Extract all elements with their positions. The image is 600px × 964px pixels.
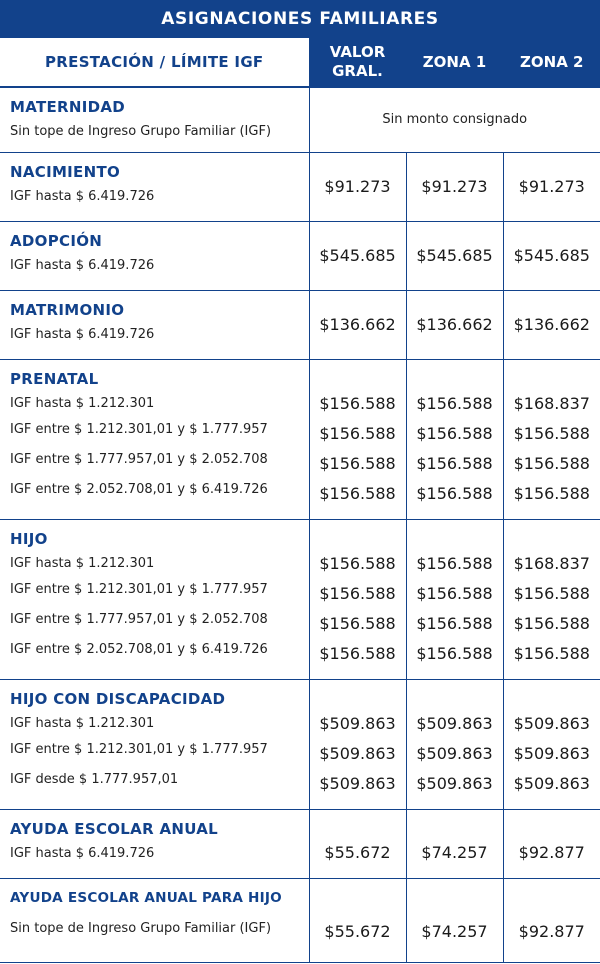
row-condition: IGF hasta $ 6.419.726 [10, 257, 155, 273]
cell-valor-general: $91.273 [309, 152, 406, 221]
amount: $509.863 [513, 773, 590, 793]
table-row-adopcion [0, 221, 600, 290]
section-title: HIJO CON DISCAPACIDAD [10, 689, 226, 708]
amount: $156.588 [416, 613, 493, 633]
cell-zona-2: $91.273 [503, 152, 600, 221]
column-header-zona-1: ZONA 1 [406, 38, 503, 87]
row-condition: IGF entre $ 2.052.708,01 y $ 6.419.726 [10, 481, 268, 497]
cell-valor-general: $55.672 [309, 809, 406, 878]
amount: $509.863 [416, 713, 493, 733]
row-condition: IGF hasta $ 1.212.301 [10, 715, 155, 731]
cell-zona-1: $74.257 [406, 809, 503, 878]
amount: $156.588 [416, 423, 493, 443]
cell-zona-1: $136.662 [406, 290, 503, 359]
section-title: HIJO [10, 529, 48, 548]
amount: $156.588 [416, 553, 493, 573]
row-condition: Sin tope de Ingreso Grupo Familiar (IGF) [10, 124, 272, 139]
amount: $509.863 [513, 713, 590, 733]
amount: $168.837 [513, 393, 590, 413]
amount: $156.588 [513, 643, 590, 663]
row-description [0, 290, 309, 359]
amount: $156.588 [319, 643, 396, 663]
table-row-matrimonio [0, 290, 600, 359]
row-description [0, 809, 309, 878]
section-title: MATERNIDAD [10, 98, 126, 116]
row-condition: IGF hasta $ 1.212.301 [10, 395, 155, 411]
row-condition: IGF entre $ 1.212.301,01 y $ 1.777.957 [10, 741, 268, 757]
row-description [0, 152, 309, 221]
row-description [0, 679, 309, 809]
cell-zona-1 [406, 679, 503, 809]
table-row-hijo-discapacidad [0, 679, 600, 809]
row-description [0, 221, 309, 290]
cell-zona-2 [503, 519, 600, 679]
row-description [0, 878, 309, 962]
amount: $156.588 [513, 583, 590, 603]
amount: $156.588 [513, 453, 590, 473]
cell-zona-2: $92.877 [503, 809, 600, 878]
table-row-ayuda-escolar [0, 809, 600, 878]
cell-zona-2 [503, 359, 600, 519]
section-title: PRENATAL [10, 369, 99, 388]
row-condition: IGF entre $ 1.777.957,01 y $ 2.052.708 [10, 611, 268, 627]
section-title: NACIMIENTO [10, 162, 121, 181]
cell-valor-general: $545.685 [309, 221, 406, 290]
amount: $509.863 [319, 743, 396, 763]
amount: $156.588 [319, 583, 396, 603]
amount: $156.588 [319, 453, 396, 473]
row-condition: IGF hasta $ 6.419.726 [10, 188, 155, 204]
section-title: MATRIMONIO [10, 300, 125, 319]
cell-valor-general: $55.672 [309, 878, 406, 962]
amount: $156.588 [319, 613, 396, 633]
table-row-maternidad [0, 87, 600, 152]
asignaciones-table [0, 38, 600, 963]
column-header-prestacion: PRESTACIÓN / LÍMITE IGF [0, 38, 309, 87]
row-condition: IGF entre $ 1.212.301,01 y $ 1.777.957 [10, 581, 268, 597]
table-row-ayuda-escolar-hijo [0, 878, 600, 962]
cell-valor-general [309, 519, 406, 679]
amount: $156.588 [416, 583, 493, 603]
amount: $509.863 [319, 713, 396, 733]
section-title: AYUDA ESCOLAR ANUAL PARA HIJO [10, 889, 282, 906]
amount-note: Sin monto consignado [309, 87, 600, 152]
cell-zona-1 [406, 359, 503, 519]
page-title: ASIGNACIONES FAMILIARES [0, 0, 600, 38]
column-header-valor-line2: GRAL. [332, 62, 383, 80]
row-condition: IGF entre $ 2.052.708,01 y $ 6.419.726 [10, 641, 268, 657]
amount: $156.588 [319, 393, 396, 413]
row-condition: Sin tope de Ingreso Grupo Familiar (IGF) [10, 920, 272, 936]
amount: $509.863 [416, 773, 493, 793]
cell-zona-1: $74.257 [406, 878, 503, 962]
row-condition: IGF hasta $ 6.419.726 [10, 845, 155, 861]
row-condition: IGF entre $ 1.777.957,01 y $ 2.052.708 [10, 451, 268, 467]
row-description [0, 519, 309, 679]
section-title: AYUDA ESCOLAR ANUAL [10, 819, 218, 838]
cell-zona-1: $545.685 [406, 221, 503, 290]
column-header-zona-2: ZONA 2 [503, 38, 600, 87]
cell-zona-2: $545.685 [503, 221, 600, 290]
row-condition: IGF desde $ 1.777.957,01 [10, 771, 179, 787]
row-description [0, 87, 309, 152]
amount: $156.588 [319, 553, 396, 573]
amount: $156.588 [513, 483, 590, 503]
amount: $156.588 [416, 393, 493, 413]
cell-zona-1: $91.273 [406, 152, 503, 221]
column-header-valor-general [309, 38, 406, 87]
amount: $156.588 [416, 643, 493, 663]
section-title: ADOPCIÓN [10, 231, 103, 250]
amount: $509.863 [416, 743, 493, 763]
amount: $168.837 [513, 553, 590, 573]
amount: $509.863 [319, 773, 396, 793]
amount: $156.588 [513, 613, 590, 633]
amount: $156.588 [416, 483, 493, 503]
row-condition: IGF hasta $ 6.419.726 [10, 326, 155, 342]
table-row-prenatal [0, 359, 600, 519]
cell-valor-general [309, 679, 406, 809]
amount: $156.588 [319, 423, 396, 443]
amount: $509.863 [513, 743, 590, 763]
amount: $156.588 [416, 453, 493, 473]
cell-valor-general [309, 359, 406, 519]
table-row-nacimiento [0, 152, 600, 221]
cell-valor-general: $136.662 [309, 290, 406, 359]
column-header-valor-line1: VALOR [329, 43, 386, 61]
row-condition: IGF hasta $ 1.212.301 [10, 555, 155, 571]
cell-zona-2: $92.877 [503, 878, 600, 962]
row-condition: IGF entre $ 1.212.301,01 y $ 1.777.957 [10, 421, 268, 437]
table-row-hijo [0, 519, 600, 679]
cell-zona-2 [503, 679, 600, 809]
row-description [0, 359, 309, 519]
cell-zona-1 [406, 519, 503, 679]
table-header-row [0, 38, 600, 87]
cell-zona-2: $136.662 [503, 290, 600, 359]
amount: $156.588 [513, 423, 590, 443]
amount: $156.588 [319, 483, 396, 503]
